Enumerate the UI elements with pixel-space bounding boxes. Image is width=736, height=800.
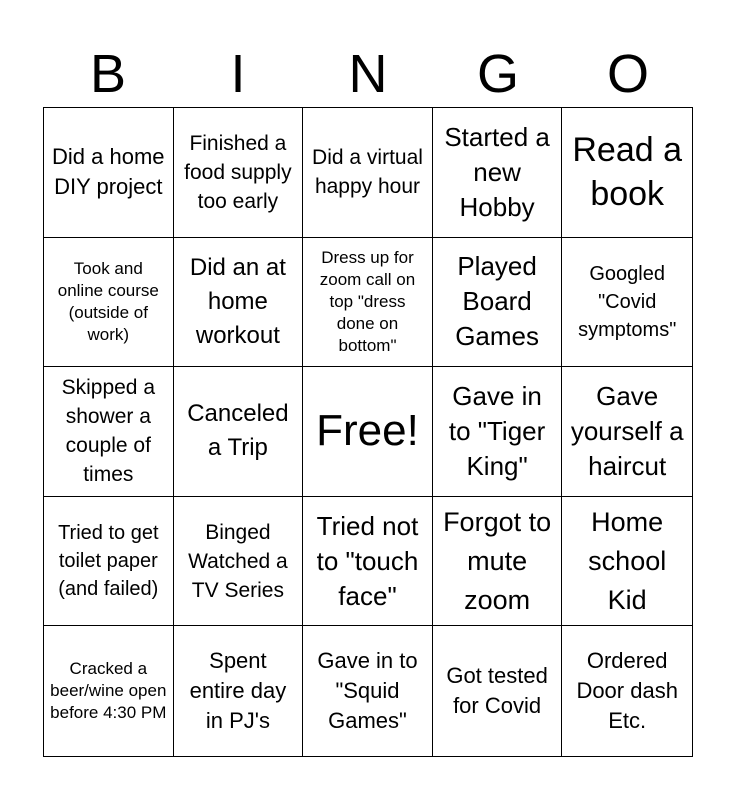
bingo-cell[interactable]	[44, 626, 174, 756]
cell-text: Tried not to "touch face"	[316, 510, 419, 611]
bingo-cell[interactable]	[433, 367, 563, 497]
cell-text: Read a book	[572, 131, 683, 214]
bingo-cell[interactable]	[174, 238, 304, 368]
bingo-cell[interactable]	[174, 108, 304, 238]
bingo-cell[interactable]	[433, 626, 563, 756]
bingo-cell[interactable]	[433, 108, 563, 238]
header-letter-o: O	[606, 44, 649, 104]
cell-text: Forgot to mute zoom	[443, 506, 552, 615]
bingo-cell[interactable]	[562, 497, 692, 627]
cell-text: Did a virtual happy hour	[312, 146, 423, 199]
cell-text: Started a new Hobby	[444, 121, 550, 222]
cell-text: Skipped a shower a couple of times	[61, 376, 155, 487]
bingo-cell[interactable]	[433, 497, 563, 627]
bingo-cell[interactable]	[303, 108, 433, 238]
cell-text: Finished a food supply too early	[184, 131, 292, 213]
cell-text: Canceled a Trip	[187, 400, 289, 462]
bingo-cell[interactable]	[44, 497, 174, 627]
bingo-cell[interactable]	[44, 108, 174, 238]
free-space-text: Free!	[316, 406, 419, 456]
bingo-cell[interactable]	[562, 626, 692, 756]
bingo-cell[interactable]	[44, 238, 174, 368]
bingo-cell[interactable]	[562, 238, 692, 368]
cell-text: Took and online course (outside of work)	[57, 258, 159, 344]
header-letter-g: G	[476, 44, 519, 104]
bingo-cell[interactable]	[303, 238, 433, 368]
header-letter-n: N	[348, 44, 388, 104]
cell-text: Gave in to "Tiger King"	[448, 380, 546, 481]
cell-text: Got tested for Covid	[446, 663, 548, 719]
cell-text: Played Board Games	[455, 251, 539, 352]
bingo-cell[interactable]	[174, 626, 304, 756]
bingo-cell[interactable]	[303, 497, 433, 627]
cell-text: Googled "Covid symptoms"	[578, 262, 677, 341]
cell-text: Gave yourself a haircut	[570, 380, 684, 481]
cell-text: Did an at home workout	[189, 253, 286, 349]
bingo-cell[interactable]	[174, 497, 304, 627]
cell-text: Spent entire day in PJ's	[189, 648, 287, 734]
cell-text: Dress up for zoom call on top "dress done on bottom"	[319, 247, 416, 355]
cell-text: Tried to get toilet paper (and failed)	[58, 522, 159, 601]
cell-text: Binged Watched a TV Series	[188, 520, 288, 602]
bingo-cell[interactable]	[433, 238, 563, 368]
bingo-cell[interactable]	[562, 108, 692, 238]
cell-text: Cracked a beer/wine open before 4:30 PM	[50, 659, 167, 723]
bingo-cell[interactable]	[562, 367, 692, 497]
bingo-board	[43, 107, 693, 757]
bingo-cell[interactable]	[303, 626, 433, 756]
bingo-header	[43, 40, 693, 108]
bingo-cell-free[interactable]	[303, 367, 433, 497]
header-letter-b: B	[89, 44, 127, 104]
bingo-cell[interactable]	[44, 367, 174, 497]
header-letter-i: I	[230, 44, 246, 104]
cell-text: Did a home DIY project	[52, 144, 165, 200]
cell-text: Gave in to "Squid Games"	[317, 648, 418, 734]
bingo-cell[interactable]	[174, 367, 304, 497]
cell-text: Ordered Door dash Etc.	[576, 648, 678, 734]
cell-text: Home school Kid	[588, 506, 667, 615]
